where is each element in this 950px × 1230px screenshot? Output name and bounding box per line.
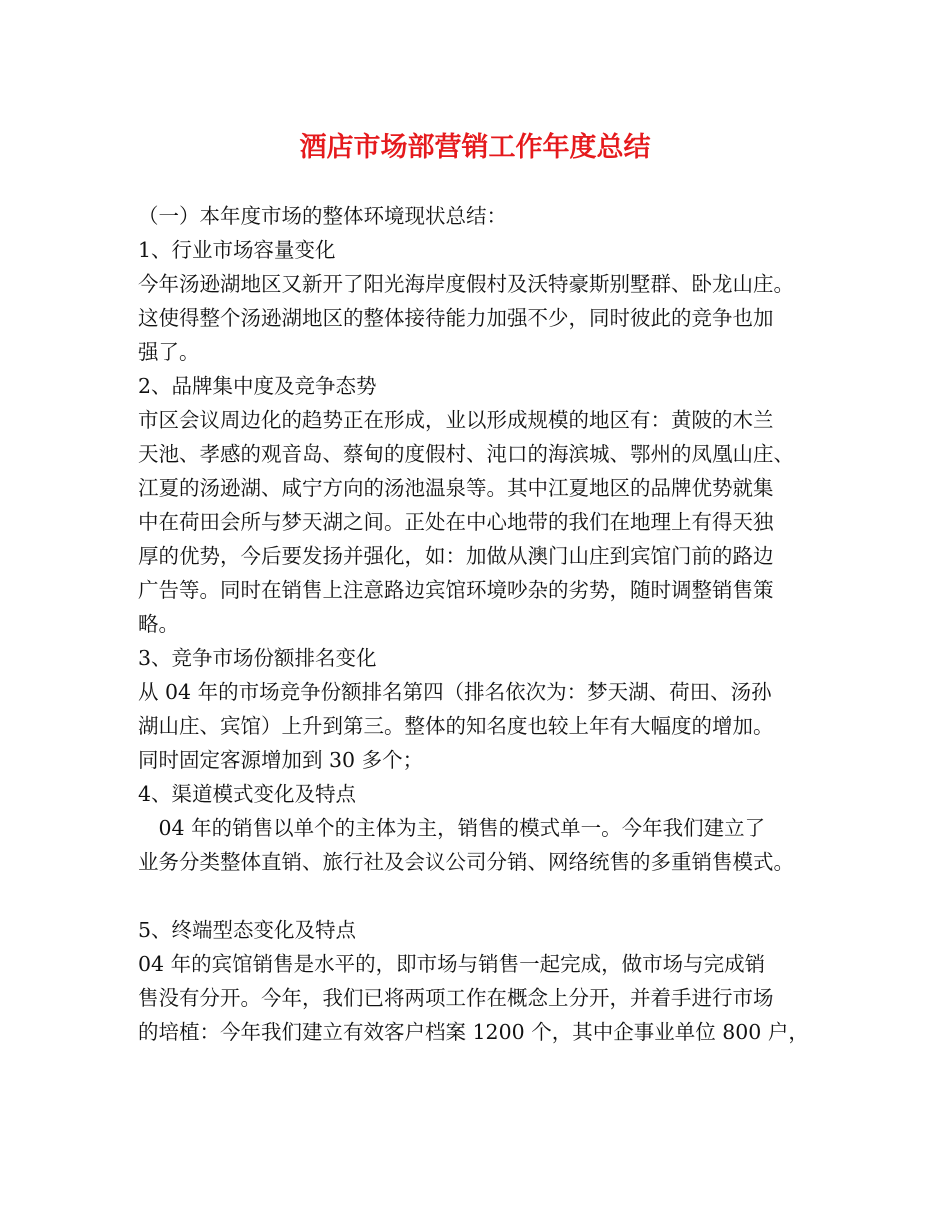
paragraph-line: 江夏的汤逊湖、咸宁方向的汤池温泉等。其中江夏地区的品牌优势就集 — [138, 476, 774, 500]
paragraph-line: 的培植：今年我们建立有效客户档案 1200 个，其中企事业单位 800 户， — [138, 1020, 809, 1044]
paragraph-line: 04 年的销售以单个的主体为主，销售的模式单一。今年我们建立了 — [138, 816, 766, 840]
subsection-heading: 3、竞争市场份额排名变化 — [138, 646, 377, 670]
paragraph-line: 天池、孝感的观音岛、蔡甸的度假村、沌口的海滨城、鄂州的凤凰山庄、 — [138, 442, 794, 466]
paragraph-line: 略。 — [138, 612, 179, 636]
subsection-heading: 4、渠道模式变化及特点 — [138, 782, 357, 806]
subsection-heading: 1、行业市场容量变化 — [138, 238, 336, 262]
paragraph-line: 强了。 — [138, 340, 200, 364]
section-heading: （一）本年度市场的整体环境现状总结： — [138, 204, 507, 228]
paragraph-line: 售没有分开。今年，我们已将两项工作在概念上分开，并着手进行市场 — [138, 986, 774, 1010]
paragraph-line: 市区会议周边化的趋势正在形成，业以形成规模的地区有：黄陂的木兰 — [138, 408, 774, 432]
paragraph-line: 厚的优势，今后要发扬并强化，如：加做从澳门山庄到宾馆门前的路边 — [138, 544, 774, 568]
paragraph-line: 从 04 年的市场竞争份额排名第四（排名依次为：梦天湖、荷田、汤孙 — [138, 680, 772, 704]
paragraph-line: 今年汤逊湖地区又新开了阳光海岸度假村及沃特豪斯别墅群、卧龙山庄。 — [138, 272, 794, 296]
blank-line — [138, 879, 818, 913]
paragraph-line: 04 年的宾馆销售是水平的，即市场与销售一起完成，做市场与完成销 — [138, 952, 766, 976]
subsection-heading: 2、品牌集中度及竞争态势 — [138, 374, 377, 398]
document-title: 酒店市场部营销工作年度总结 — [299, 132, 651, 163]
paragraph-line: 湖山庄、宾馆）上升到第三。整体的知名度也较上年有大幅度的增加。 — [138, 714, 774, 738]
paragraph-line: 同时固定客源增加到 30 多个； — [138, 748, 424, 772]
paragraph-line: 业务分类整体直销、旅行社及会议公司分销、网络统售的多重销售模式。 — [138, 850, 794, 874]
paragraph-line: 广告等。同时在销售上注意路边宾馆环境吵杂的劣势，随时调整销售策 — [138, 578, 774, 602]
subsection-heading: 5、终端型态变化及特点 — [138, 918, 357, 942]
document-body — [138, 199, 818, 1049]
paragraph-line: 这使得整个汤逊湖地区的整体接待能力加强不少，同时彼此的竞争也加 — [138, 306, 774, 330]
paragraph-line: 中在荷田会所与梦天湖之间。正处在中心地带的我们在地理上有得天独 — [138, 510, 774, 534]
